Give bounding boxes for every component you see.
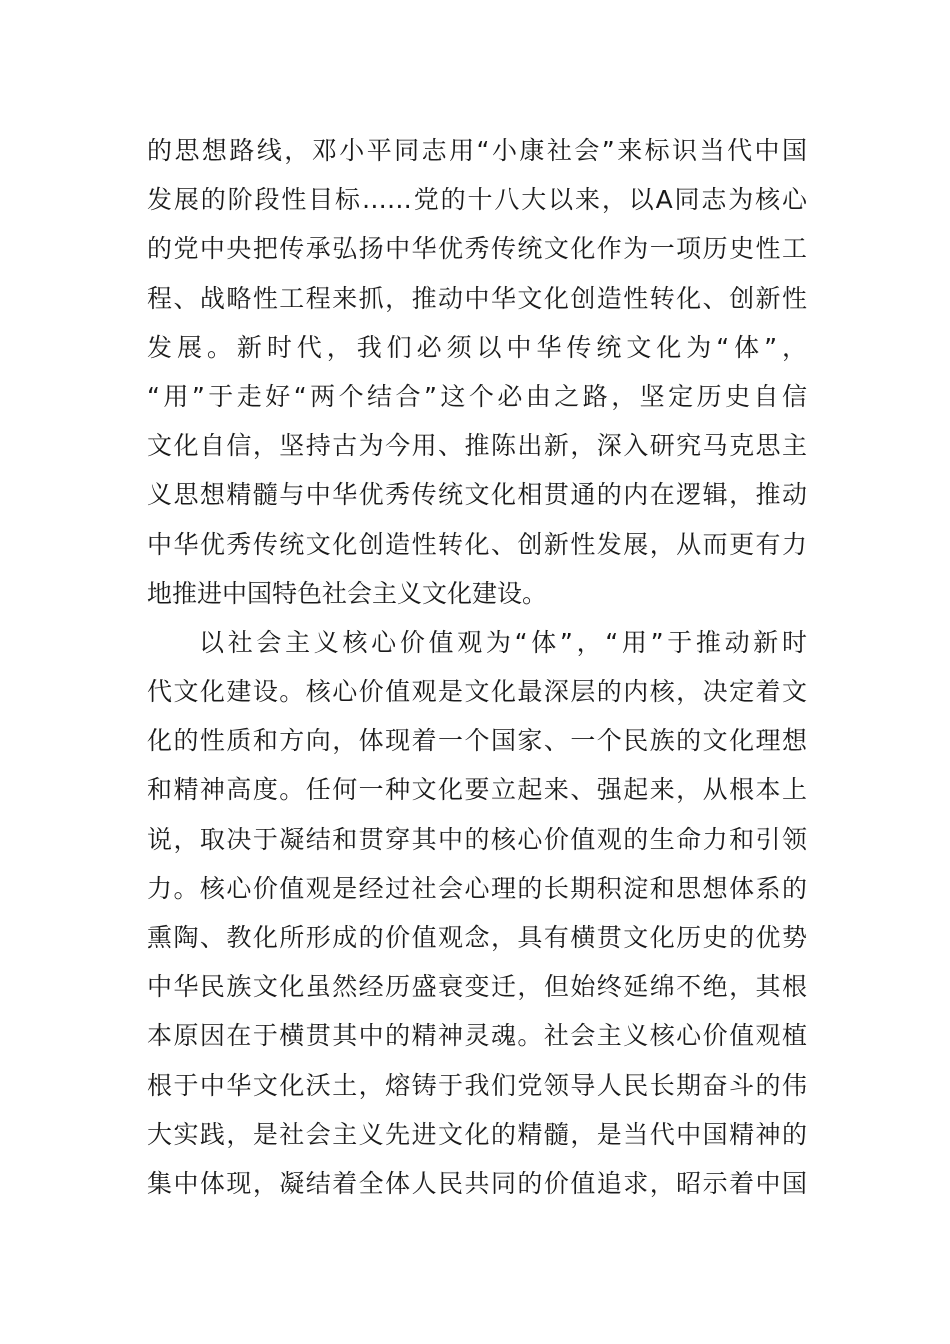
text-line: 中华民族文化虽然经历盛衰变迁，但始终延绵不绝，其根 xyxy=(147,972,807,1002)
text-line: 本原因在于横贯其中的精神灵魂。社会主义核心价值观植 xyxy=(147,1021,807,1051)
text-line: 发展的阶段性目标……党的十八大以来，以A同志为核心 xyxy=(147,185,807,215)
text-line: 集中体现，凝结着全体人民共同的价值追求，昭示着中国 xyxy=(147,1168,807,1198)
text-line: 大实践，是社会主义先进文化的精髓，是当代中国精神的 xyxy=(147,1119,807,1149)
text-line: 的党中央把传承弘扬中华优秀传统文化作为一项历史性工 xyxy=(147,234,807,264)
text-line: 义思想精髓与中华优秀传统文化相贯通的内在逻辑，推动 xyxy=(147,480,807,510)
text-line: 根于中华文化沃土，熔铸于我们党领导人民长期奋斗的伟 xyxy=(147,1070,807,1100)
text-line: 中华优秀传统文化创造性转化、创新性发展，从而更有力 xyxy=(147,529,807,559)
body-text xyxy=(147,126,807,1208)
text-line: 熏陶、教化所形成的价值观念，具有横贯文化历史的优势 xyxy=(147,923,807,952)
text-line: “用”于走好“两个结合”这个必由之路，坚定历史自信 xyxy=(147,381,807,411)
text-line: 力。核心价值观是经过社会心理的长期积淀和思想体系的 xyxy=(147,873,807,903)
text-line: 地推进中国特色社会主义文化建设。 xyxy=(147,578,548,608)
text-line: 说，取决于凝结和贯穿其中的核心价值观的生命力和引领 xyxy=(147,824,807,854)
text-line: 和精神高度。任何一种文化要立起来、强起来，从根本上 xyxy=(147,775,807,805)
text-line: 的思想路线，邓小平同志用“小康社会”来标识当代中国 xyxy=(147,136,807,165)
text-line: 代文化建设。核心价值观是文化最深层的内核，决定着文 xyxy=(147,677,807,707)
text-line: 化的性质和方向，体现着一个国家、一个民族的文化理想 xyxy=(147,726,807,756)
paragraph-first-line: 以社会主义核心价值观为“体”，“用”于推动新时 xyxy=(199,627,807,657)
text-line: 文化自信，坚持古为今用、推陈出新，深入研究马克思主 xyxy=(147,431,807,461)
text-line: 程、战略性工程来抓，推动中华文化创造性转化、创新性 xyxy=(147,283,807,313)
text-line: 发展。新时代，我们必须以中华传统文化为“体”， xyxy=(147,332,807,362)
